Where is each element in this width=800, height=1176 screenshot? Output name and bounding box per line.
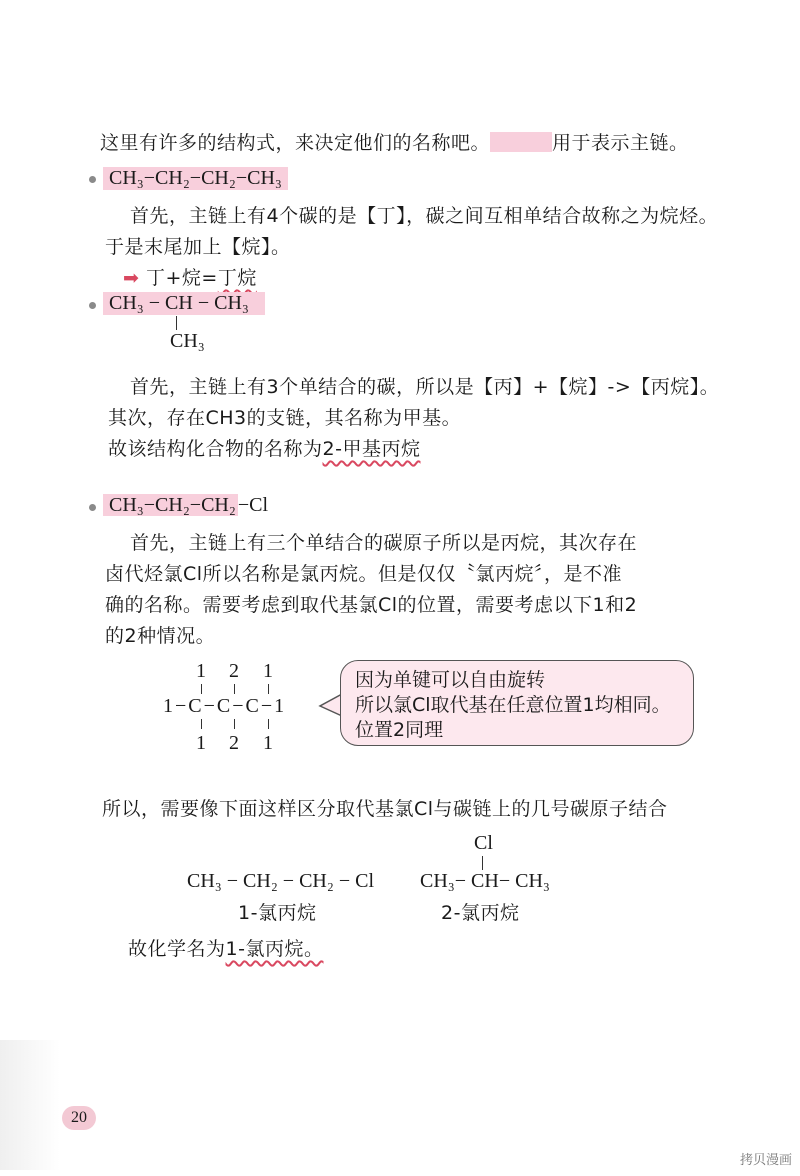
bond-line (201, 684, 202, 694)
diagram-bottom-1b: 1 (263, 732, 273, 754)
s2-line2: 其次，存在CH3的支链，其名称为甲基。 (108, 407, 462, 429)
s1-line2: 于是末尾加上【烷】。 (105, 236, 291, 258)
s4-line1: 所以，需要像下面这样区分取代基氯Cl与碳链上的几号碳原子结合 (102, 798, 668, 820)
diagram-bottom-1a: 1 (196, 732, 206, 754)
label-1-chloropropane: 1-氯丙烷 (238, 902, 317, 924)
intro-text-after: 用于表示主链。 (552, 132, 689, 154)
bubble-line3: 位置2同理 (355, 719, 444, 741)
formula-butane: CH₃−CH₂−CH₂−CH₃ (103, 167, 288, 190)
conclusion-line (128, 934, 323, 961)
s2-line1: 首先，主链上有3个单结合的碳，所以是【丙】+【烷】->【丙烷】。 (130, 376, 720, 398)
s3-line1: 首先，主链上有三个单结合的碳原子所以是丙烷，其次存在 (130, 532, 638, 554)
bond-line (268, 719, 269, 729)
bullet-icon (89, 302, 96, 309)
branch-bond (176, 316, 177, 330)
s1-result (123, 263, 257, 290)
diagram-top-1b: 1 (263, 660, 273, 682)
bond-line (234, 719, 235, 729)
bond-line (234, 684, 235, 694)
bond-line (201, 719, 202, 729)
s2-line3-prefix: 故该结构化合物的名称为 (108, 438, 323, 460)
conclusion-name: 1-氯丙烷。 (225, 938, 324, 960)
diagram-bottom-2: 2 (229, 732, 239, 754)
intro-line (100, 128, 689, 155)
formula-chain-highlight: CH₃−CH₂−CH₂ (103, 494, 238, 516)
formula-2-chloropropane: CH₃− CH− CH₃ (420, 870, 550, 892)
s1-line1: 首先，主链上有4个碳的是【丁】，碳之间互相单结合故称之为烷烃。 (130, 205, 719, 227)
formula2-cl: Cl (474, 832, 493, 854)
s2-name: 2-甲基丙烷 (322, 438, 421, 460)
s2-line3 (108, 434, 420, 461)
page-edge-shadow (0, 1040, 60, 1170)
page-number: 20 (62, 1106, 96, 1130)
intro-text: 这里有许多的结构式，来决定他们的名称吧。 (100, 132, 491, 154)
formula-1-chloropropane: CH₃ − CH₂ − CH₂ − Cl (187, 870, 375, 892)
bullet-icon (89, 176, 96, 183)
conclusion-prefix: 故化学名为 (128, 938, 226, 960)
branch-ch3: CH₃ (170, 330, 205, 352)
s3-line3: 确的名称。需要考虑到取代基氯Cl的位置，需要考虑以下1和2 (105, 594, 638, 616)
bond-line (268, 684, 269, 694)
formula-cl: −Cl (237, 494, 269, 516)
label-2-chloropropane: 2-氯丙烷 (441, 902, 520, 924)
explanation-bubble (340, 660, 694, 746)
arrow-right-icon: ➡ (123, 267, 140, 289)
s1-result-name: 丁烷 (217, 267, 257, 289)
s3-line2: 卤代烃氯Cl所以名称是氯丙烷。但是仅仅〝氯丙烷〞，是不准 (105, 563, 623, 585)
formula-methylpropane: CH₃ − CH − CH₃ (103, 292, 265, 315)
s3-line4: 的2种情况。 (105, 625, 216, 647)
bullet-icon (89, 504, 96, 511)
watermark: 拷贝漫画 (739, 1153, 792, 1168)
bond-line (482, 856, 483, 870)
bubble-line1: 因为单键可以自由旋转 (355, 669, 546, 691)
diagram-top-2: 2 (229, 660, 239, 682)
bubble-line2: 所以氯Cl取代基在任意位置1均相同。 (355, 694, 671, 716)
highlight-legend-swatch (490, 132, 552, 152)
s1-result-prefix: 丁+烷= (145, 267, 218, 289)
formula-chloropropane (103, 494, 268, 517)
diagram-chain: 1−C−C−C−1 (163, 695, 287, 717)
diagram-top-1a: 1 (196, 660, 206, 682)
